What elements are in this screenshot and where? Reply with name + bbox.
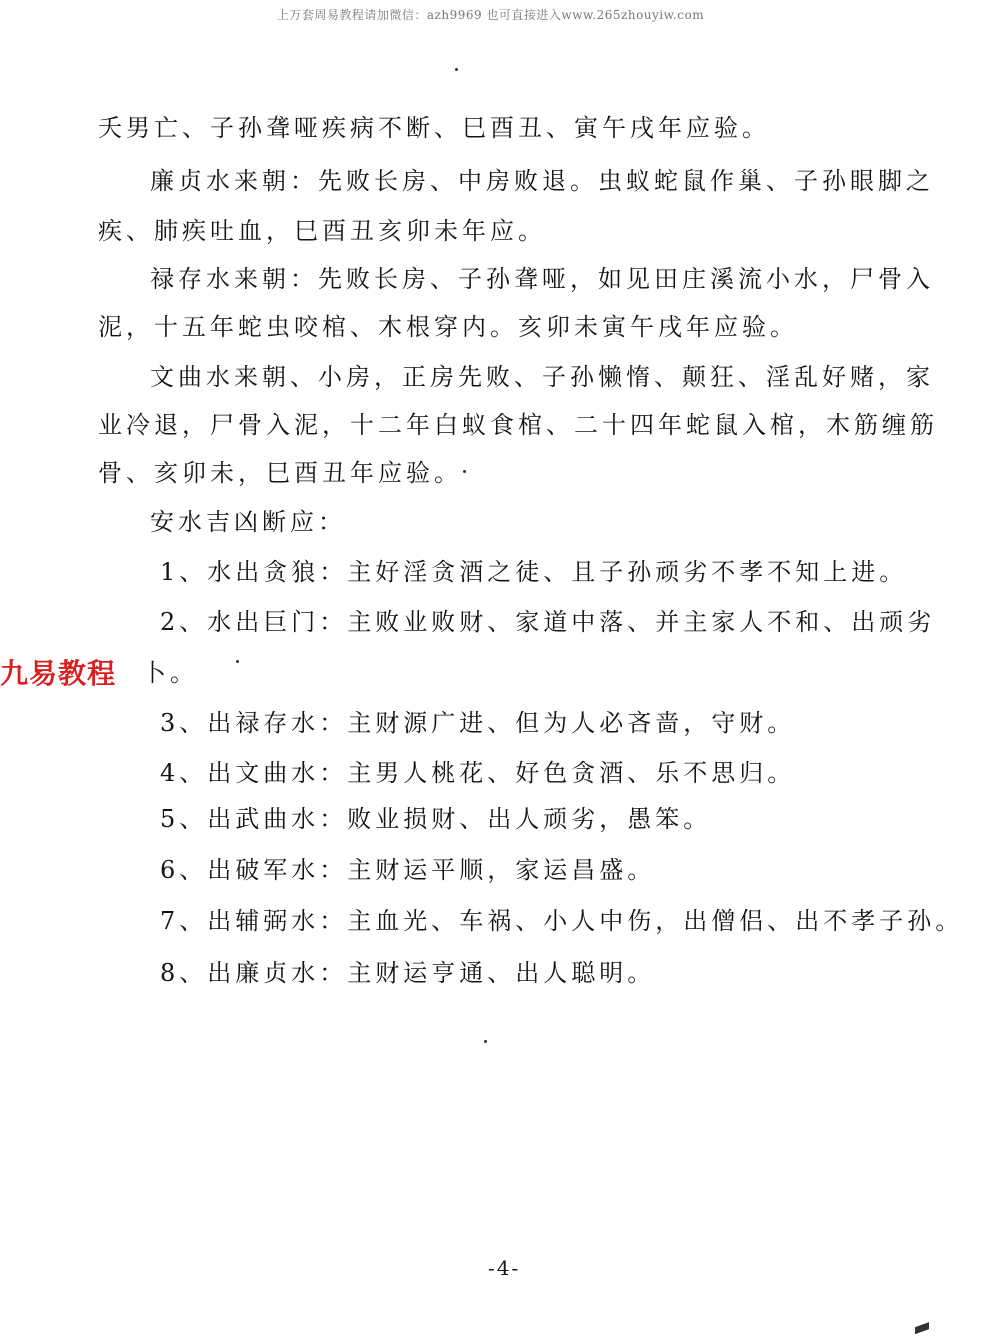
list-item-8: 8、出廉贞水：主财运亨通、出人聪明。 [160,959,656,987]
scan-speck [236,660,239,663]
list-item-2: 2、水出巨门：主败业败财、家道中落、并主家人不和、出顽劣 [160,608,936,636]
list-item-6: 6、出破军水：主财运平顺，家运昌盛。 [160,856,656,884]
text-line-continuation: 卜。 [142,659,198,687]
text-line-3: 疾、肺疾吐血，巳酉丑亥卯未年应。 [98,217,546,245]
text-line-1: 夭男亡、子孙聋哑疾病不断、巳酉丑、寅午戌年应验。 [98,114,770,142]
text-line-7: 业冷退，尸骨入泥，十二年白蚁食棺、二十四年蛇鼠入棺，木筋缠筋 [98,411,938,439]
section-heading: 安水吉凶断应： [150,508,346,536]
watermark-logo: 九易教程 [0,657,117,690]
scan-speck [463,470,466,473]
scan-speck [484,1040,487,1043]
list-item-5: 5、出武曲水：败业损财、出人顽劣，愚笨。 [160,805,712,833]
scan-speck [455,68,458,71]
list-item-1: 1、水出贪狼：主好淫贪酒之徒、且子孙顽劣不孝不知上进。 [160,558,908,586]
list-item-3: 3、出禄存水：主财源广进、但为人必吝啬，守财。 [160,709,796,737]
text-line-2: 廉贞水来朝：先败长房、中房败退。虫蚁蛇鼠作巢、子孙眼脚之 [150,167,934,195]
text-line-5: 泥，十五年蛇虫咬棺、木根穿内。亥卯未寅午戌年应验。 [98,313,798,341]
header-banner: 上万套周易教程请加微信：azh9969 也可直接进入www.265zhouyiw.com [276,8,705,22]
text-line-6: 文曲水来朝、小房，正房先败、子孙懒惰、颠狂、淫乱好赌，家 [150,363,934,391]
text-line-8: 骨、亥卯未，巳酉丑年应验。 [98,459,462,487]
scan-edge-mark [915,1313,929,1343]
list-item-4: 4、出文曲水：主男人桃花、好色贪酒、乐不思归。 [160,759,796,787]
text-line-4: 禄存水来朝：先败长房、子孙聋哑，如见田庄溪流小水，尸骨入 [150,265,934,293]
list-item-7: 7、出辅弼水：主血光、车祸、小人中伤，出僧侣、出不孝子孙。 [160,907,964,935]
page-number: -4- [488,1256,521,1280]
